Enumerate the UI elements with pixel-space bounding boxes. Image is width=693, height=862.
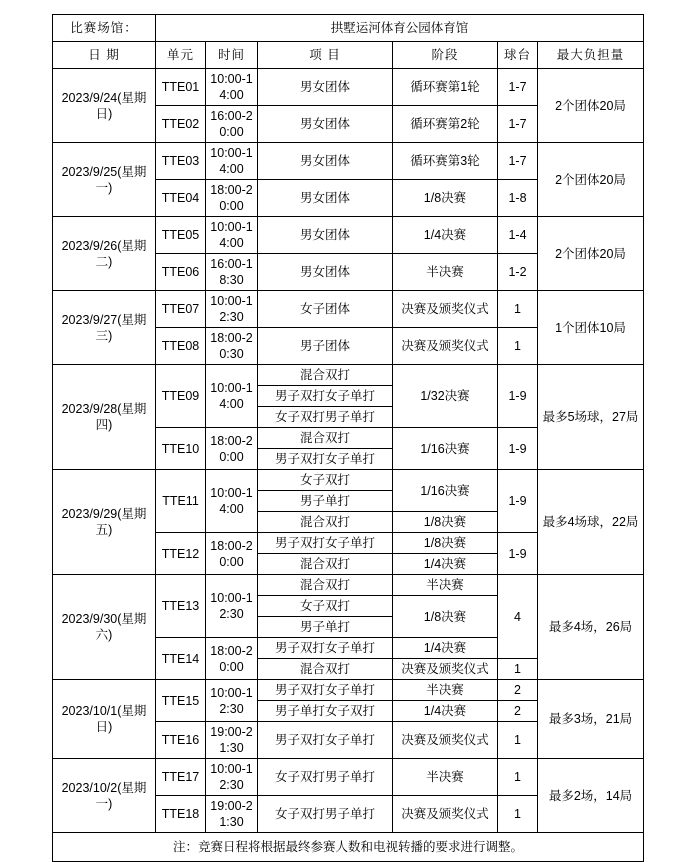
table-cell: 1-9 — [498, 428, 538, 470]
unit-cell: TTE12 — [156, 533, 206, 575]
load-cell: 最多2场，14局 — [538, 759, 644, 833]
time-cell: 18:00-20:00 — [206, 533, 258, 575]
unit-cell: TTE05 — [156, 217, 206, 254]
table-cell: 1 — [498, 759, 538, 796]
schedule-row — [53, 759, 644, 796]
event-cell: 男子双打女子单打 — [258, 533, 393, 554]
time-cell: 10:00-14:00 — [206, 217, 258, 254]
unit-cell: TTE18 — [156, 796, 206, 833]
table-cell: 1-4 — [498, 217, 538, 254]
unit-cell: TTE04 — [156, 180, 206, 217]
stage-cell: 循环赛第3轮 — [393, 143, 498, 180]
unit-cell: TTE03 — [156, 143, 206, 180]
event-cell: 男女团体 — [258, 254, 393, 291]
time-cell: 18:00-20:00 — [206, 638, 258, 680]
date-cell: 2023/10/2(星期一) — [53, 759, 156, 833]
time-cell: 18:00-20:00 — [206, 428, 258, 470]
schedule-row — [53, 217, 644, 254]
stage-cell: 1/8决赛 — [393, 180, 498, 217]
event-cell: 男女团体 — [258, 180, 393, 217]
column-header-stage: 阶段 — [393, 42, 498, 69]
load-cell: 2个团体20局 — [538, 217, 644, 291]
event-cell: 男子单打 — [258, 491, 393, 512]
table-cell: 1-8 — [498, 180, 538, 217]
date-cell: 2023/9/25(星期一) — [53, 143, 156, 217]
column-header-table: 球台 — [498, 42, 538, 69]
unit-cell: TTE08 — [156, 328, 206, 365]
column-header-event: 项 目 — [258, 42, 393, 69]
load-cell: 最多3场，21局 — [538, 680, 644, 759]
column-header-load: 最大负担量 — [538, 42, 644, 69]
table-cell: 1 — [498, 328, 538, 365]
event-cell: 男子双打女子单打 — [258, 638, 393, 659]
date-cell: 2023/9/24(星期日) — [53, 69, 156, 143]
event-cell: 混合双打 — [258, 554, 393, 575]
table-cell: 1 — [498, 796, 538, 833]
event-cell: 男女团体 — [258, 69, 393, 106]
load-cell: 2个团体20局 — [538, 69, 644, 143]
time-cell: 10:00-12:30 — [206, 680, 258, 722]
unit-cell: TTE07 — [156, 291, 206, 328]
event-cell: 男子团体 — [258, 328, 393, 365]
schedule-row — [53, 470, 644, 491]
event-cell: 混合双打 — [258, 365, 393, 386]
table-cell: 1-9 — [498, 365, 538, 428]
schedule-row — [53, 365, 644, 386]
load-cell: 最多4场，26局 — [538, 575, 644, 680]
event-cell: 女子双打男子单打 — [258, 759, 393, 796]
event-cell: 男子双打女子单打 — [258, 449, 393, 470]
stage-cell: 半决赛 — [393, 254, 498, 291]
time-cell: 10:00-14:00 — [206, 143, 258, 180]
competition-schedule-container — [52, 14, 643, 862]
stage-cell: 1/16决赛 — [393, 470, 498, 512]
stage-cell: 决赛及颁奖仪式 — [393, 659, 498, 680]
stage-cell: 1/32决赛 — [393, 365, 498, 428]
stage-cell: 1/4决赛 — [393, 701, 498, 722]
unit-cell: TTE02 — [156, 106, 206, 143]
table-cell: 1-7 — [498, 69, 538, 106]
unit-cell: TTE10 — [156, 428, 206, 470]
stage-cell: 1/8决赛 — [393, 533, 498, 554]
venue-name: 拱墅运河体育公园体育馆 — [156, 15, 644, 42]
time-cell: 10:00-14:00 — [206, 365, 258, 428]
unit-cell: TTE17 — [156, 759, 206, 796]
stage-cell: 决赛及颁奖仪式 — [393, 796, 498, 833]
time-cell: 18:00-20:00 — [206, 180, 258, 217]
event-cell: 男子单打女子双打 — [258, 701, 393, 722]
event-cell: 混合双打 — [258, 659, 393, 680]
time-cell: 10:00-14:00 — [206, 69, 258, 106]
time-cell: 16:00-18:30 — [206, 254, 258, 291]
column-header-date: 日 期 — [53, 42, 156, 69]
time-cell: 18:00-20:30 — [206, 328, 258, 365]
stage-cell: 决赛及颁奖仪式 — [393, 328, 498, 365]
table-cell: 1-9 — [498, 533, 538, 575]
stage-cell: 1/16决赛 — [393, 428, 498, 470]
stage-cell: 1/8决赛 — [393, 596, 498, 638]
venue-header-row — [53, 15, 644, 42]
stage-cell: 决赛及颁奖仪式 — [393, 722, 498, 759]
schedule-row — [53, 680, 644, 701]
event-cell: 混合双打 — [258, 575, 393, 596]
table-cell: 4 — [498, 575, 538, 659]
stage-cell: 半决赛 — [393, 680, 498, 701]
table-cell: 1 — [498, 291, 538, 328]
table-cell: 1 — [498, 722, 538, 759]
time-cell: 19:00-21:30 — [206, 796, 258, 833]
unit-cell: TTE14 — [156, 638, 206, 680]
date-cell: 2023/9/26(星期二) — [53, 217, 156, 291]
event-cell: 混合双打 — [258, 428, 393, 449]
unit-cell: TTE15 — [156, 680, 206, 722]
event-cell: 男女团体 — [258, 143, 393, 180]
event-cell: 女子双打男子单打 — [258, 407, 393, 428]
time-cell: 16:00-20:00 — [206, 106, 258, 143]
time-cell: 10:00-12:30 — [206, 759, 258, 796]
event-cell: 混合双打 — [258, 512, 393, 533]
time-cell: 10:00-12:30 — [206, 291, 258, 328]
event-cell: 男子单打 — [258, 617, 393, 638]
time-cell: 10:00-12:30 — [206, 575, 258, 638]
venue-label: 比赛场馆： — [53, 15, 156, 42]
date-cell: 2023/9/29(星期五) — [53, 470, 156, 575]
stage-cell: 决赛及颁奖仪式 — [393, 291, 498, 328]
stage-cell: 1/4决赛 — [393, 217, 498, 254]
event-cell: 男子双打女子单打 — [258, 386, 393, 407]
column-header-unit: 单元 — [156, 42, 206, 69]
stage-cell: 半决赛 — [393, 575, 498, 596]
event-cell: 男子双打女子单打 — [258, 680, 393, 701]
table-cell: 1 — [498, 659, 538, 680]
load-cell: 最多4场球，22局 — [538, 470, 644, 575]
table-cell: 2 — [498, 701, 538, 722]
time-cell: 10:00-14:00 — [206, 470, 258, 533]
time-cell: 19:00-21:30 — [206, 722, 258, 759]
stage-cell: 循环赛第2轮 — [393, 106, 498, 143]
load-cell: 最多5场球，27局 — [538, 365, 644, 470]
unit-cell: TTE01 — [156, 69, 206, 106]
unit-cell: TTE09 — [156, 365, 206, 428]
date-cell: 2023/9/27(星期三) — [53, 291, 156, 365]
stage-cell: 循环赛第1轮 — [393, 69, 498, 106]
table-cell: 1-9 — [498, 470, 538, 533]
schedule-row — [53, 69, 644, 106]
event-cell: 女子双打男子单打 — [258, 796, 393, 833]
column-header-row — [53, 42, 644, 69]
unit-cell: TTE13 — [156, 575, 206, 638]
unit-cell: TTE11 — [156, 470, 206, 533]
column-header-time: 时间 — [206, 42, 258, 69]
load-cell: 2个团体20局 — [538, 143, 644, 217]
footer-note: 注：竞赛日程将根据最终参赛人数和电视转播的要求进行调整。 — [53, 833, 644, 862]
stage-cell: 1/8决赛 — [393, 512, 498, 533]
event-cell: 男女团体 — [258, 217, 393, 254]
date-cell: 2023/10/1(星期日) — [53, 680, 156, 759]
unit-cell: TTE06 — [156, 254, 206, 291]
table-cell: 1-7 — [498, 143, 538, 180]
footer-note-row — [53, 833, 644, 862]
table-cell: 1-2 — [498, 254, 538, 291]
event-cell: 女子团体 — [258, 291, 393, 328]
event-cell: 女子双打 — [258, 596, 393, 617]
event-cell: 男女团体 — [258, 106, 393, 143]
event-cell: 男子双打女子单打 — [258, 722, 393, 759]
table-cell: 2 — [498, 680, 538, 701]
schedule-row — [53, 575, 644, 596]
table-cell: 1-7 — [498, 106, 538, 143]
load-cell: 1个团体10局 — [538, 291, 644, 365]
event-cell: 女子双打 — [258, 470, 393, 491]
stage-cell: 半决赛 — [393, 759, 498, 796]
schedule-row — [53, 143, 644, 180]
stage-cell: 1/4决赛 — [393, 638, 498, 659]
schedule-row — [53, 291, 644, 328]
date-cell: 2023/9/28(星期四) — [53, 365, 156, 470]
date-cell: 2023/9/30(星期六) — [53, 575, 156, 680]
unit-cell: TTE16 — [156, 722, 206, 759]
competition-schedule-table — [52, 14, 644, 862]
stage-cell: 1/4决赛 — [393, 554, 498, 575]
